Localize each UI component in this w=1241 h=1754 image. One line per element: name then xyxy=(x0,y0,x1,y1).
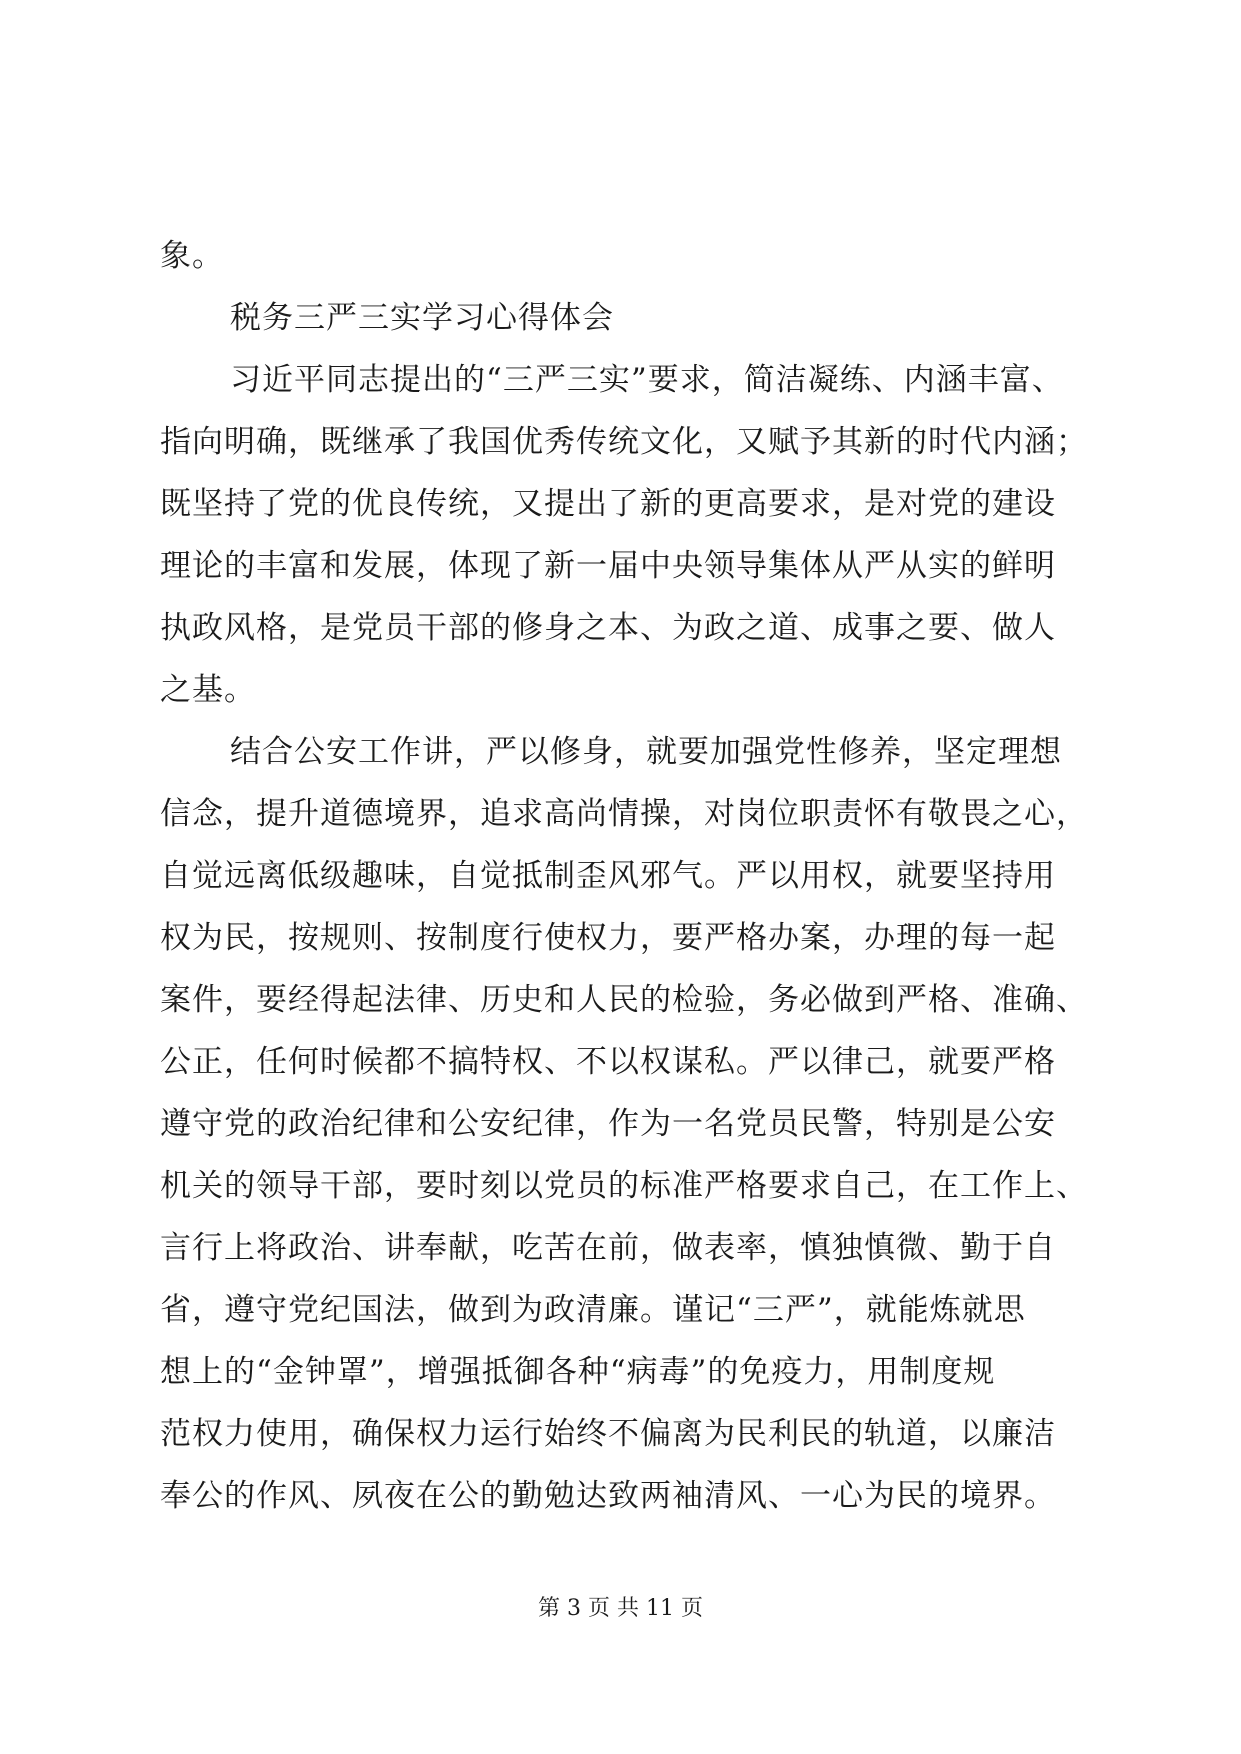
text-line: 习近平同志提出的“三严三实”要求，简洁凝练、内涵丰富、 xyxy=(230,362,1064,398)
text-line: 范权力使用，确保权力运行始终不偏离为民利民的轨道，以廉洁 xyxy=(160,1416,1056,1452)
text-line: 想上的“金钟罩”，增强抵御各种“病毒”的免疫力，用制度规 xyxy=(160,1354,996,1390)
text-line: 自觉远离低级趣味，自觉抵制歪风邪气。严以用权，就要坚持用 xyxy=(160,858,1056,894)
text-line: 执政风格，是党员干部的修身之本、为政之道、成事之要、做人 xyxy=(160,610,1056,646)
page-footer xyxy=(0,1594,1241,1624)
text-line: 省，遵守党纪国法，做到为政清廉。谨记“三严”，就能炼就思 xyxy=(160,1292,1026,1328)
text-line: 言行上将政治、讲奉献，吃苦在前，做表率，慎独慎微、勤于自 xyxy=(160,1230,1056,1266)
page-number-label: 第 3 页 共 11 页 xyxy=(538,1596,703,1621)
text-line: 之基。 xyxy=(160,672,256,708)
text-line: 信念，提升道德境界，追求高尚情操，对岗位职责怀有敬畏之心， xyxy=(160,796,1088,832)
text-line: 案件，要经得起法律、历史和人民的检验，务必做到严格、准确、 xyxy=(160,982,1088,1018)
text-line: 遵守党的政治纪律和公安纪律，作为一名党员民警，特别是公安 xyxy=(160,1106,1056,1142)
text-line: 结合公安工作讲，严以修身，就要加强党性修养，坚定理想 xyxy=(230,734,1062,770)
document-body xyxy=(160,225,1088,1527)
text-line: 公正，任何时候都不搞特权、不以权谋私。严以律己，就要严格 xyxy=(160,1044,1056,1080)
text-line: 权为民，按规则、按制度行使权力，要严格办案，办理的每一起 xyxy=(160,920,1056,956)
text-line: 象。 xyxy=(160,238,224,274)
text-line: 既坚持了党的优良传统，又提出了新的更高要求，是对党的建设 xyxy=(160,486,1056,522)
text-line: 理论的丰富和发展，体现了新一届中央领导集体从严从实的鲜明 xyxy=(160,548,1056,584)
text-line: 指向明确，既继承了我国优秀传统文化，又赋予其新的时代内涵； xyxy=(160,424,1088,460)
text-line: 奉公的作风、夙夜在公的勤勉达致两袖清风、一心为民的境界。 xyxy=(160,1478,1056,1514)
document-title: 税务三严三实学习心得体会 xyxy=(230,300,614,336)
text-line: 机关的领导干部，要时刻以党员的标准严格要求自己，在工作上、 xyxy=(160,1168,1088,1204)
